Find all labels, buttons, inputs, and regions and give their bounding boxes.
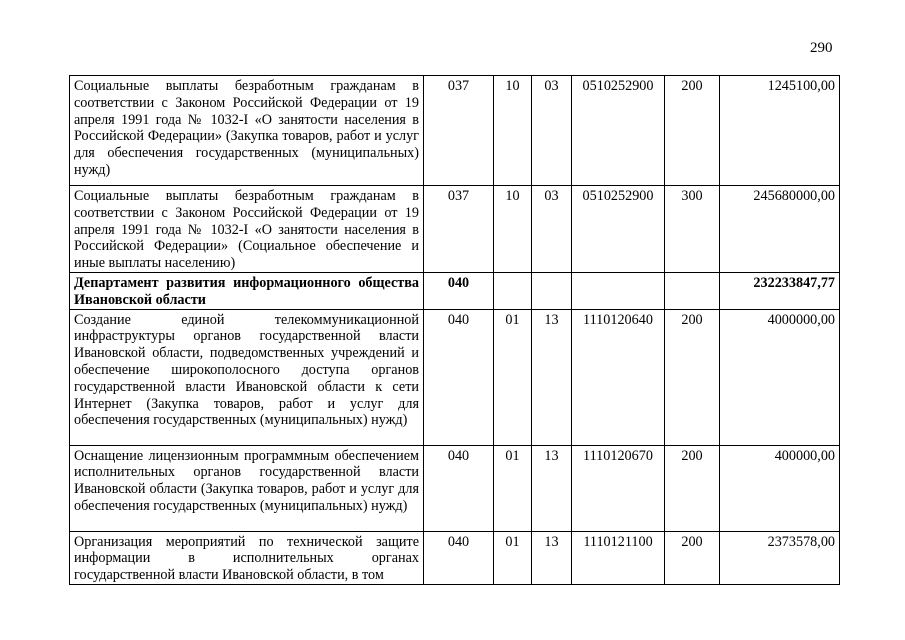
row-name: Социальные выплаты безработным гражданам в соответствии с Законом Российской Федерации от 19 апреля 1991 года № 1032-I «О занятости населения в Российской Федерации» (Социальное обеспечение и иные выплаты населению) (70, 186, 424, 273)
section-code (494, 272, 532, 309)
target-article-code: 0510252900 (572, 76, 665, 186)
section-code: 10 (494, 186, 532, 273)
row-name: Оснащение лицензионным программным обеспечением исполнительных органов государственной власти Ивановской области (Закупка товаров, работ и услуг для обеспечения государственных (муниципальных) нужд) (70, 445, 424, 531)
subsection-code: 03 (532, 186, 572, 273)
target-article-code: 1110120670 (572, 445, 665, 531)
amount: 4000000,00 (720, 309, 840, 445)
row-name: Организация мероприятий по технической защите информации в исполнительных органах государственной власти Ивановской области, в том (70, 531, 424, 584)
row-name: Социальные выплаты безработным гражданам в соответствии с Законом Российской Федерации от 19 апреля 1991 года № 1032-I «О занятости населения в Российской Федерации» (Закупка товаров, работ и услуг для обеспечения государственных (муниципальных) нужд) (70, 76, 424, 186)
target-article-code (572, 272, 665, 309)
table-row (70, 76, 840, 186)
target-article-code: 1110121100 (572, 531, 665, 584)
table-row (70, 272, 840, 309)
expense-type-code: 200 (665, 309, 720, 445)
amount: 245680000,00 (720, 186, 840, 273)
amount: 2373578,00 (720, 531, 840, 584)
table-row (70, 531, 840, 584)
table-row (70, 445, 840, 531)
expense-type-code (665, 272, 720, 309)
section-code: 01 (494, 309, 532, 445)
section-code: 01 (494, 531, 532, 584)
table-row (70, 309, 840, 445)
row-name: Создание единой телекоммуникационной инфраструктуры органов государственной власти Ивановской области, подведомственных учреждений и обеспечение широкополосного доступа органов государственной власти Ивановской области к сети Интернет (Закупка товаров, работ и услуг для обеспечения государственных (муниципальных) нужд) (70, 309, 424, 445)
amount: 1245100,00 (720, 76, 840, 186)
ministry-code: 037 (424, 76, 494, 186)
subsection-code: 13 (532, 531, 572, 584)
amount: 232233847,77 (720, 272, 840, 309)
expense-type-code: 200 (665, 76, 720, 186)
budget-table (69, 75, 840, 585)
target-article-code: 0510252900 (572, 186, 665, 273)
expense-type-code: 200 (665, 445, 720, 531)
subsection-code (532, 272, 572, 309)
subsection-code: 13 (532, 445, 572, 531)
row-name: Департамент развития информационного общества Ивановской области (70, 272, 424, 309)
ministry-code: 040 (424, 309, 494, 445)
target-article-code: 1110120640 (572, 309, 665, 445)
ministry-code: 040 (424, 272, 494, 309)
subsection-code: 03 (532, 76, 572, 186)
ministry-code: 040 (424, 445, 494, 531)
expense-type-code: 200 (665, 531, 720, 584)
section-code: 10 (494, 76, 532, 186)
ministry-code: 037 (424, 186, 494, 273)
subsection-code: 13 (532, 309, 572, 445)
amount: 400000,00 (720, 445, 840, 531)
page-number: 290 (810, 40, 833, 56)
section-code: 01 (494, 445, 532, 531)
expense-type-code: 300 (665, 186, 720, 273)
table-row (70, 186, 840, 273)
ministry-code: 040 (424, 531, 494, 584)
